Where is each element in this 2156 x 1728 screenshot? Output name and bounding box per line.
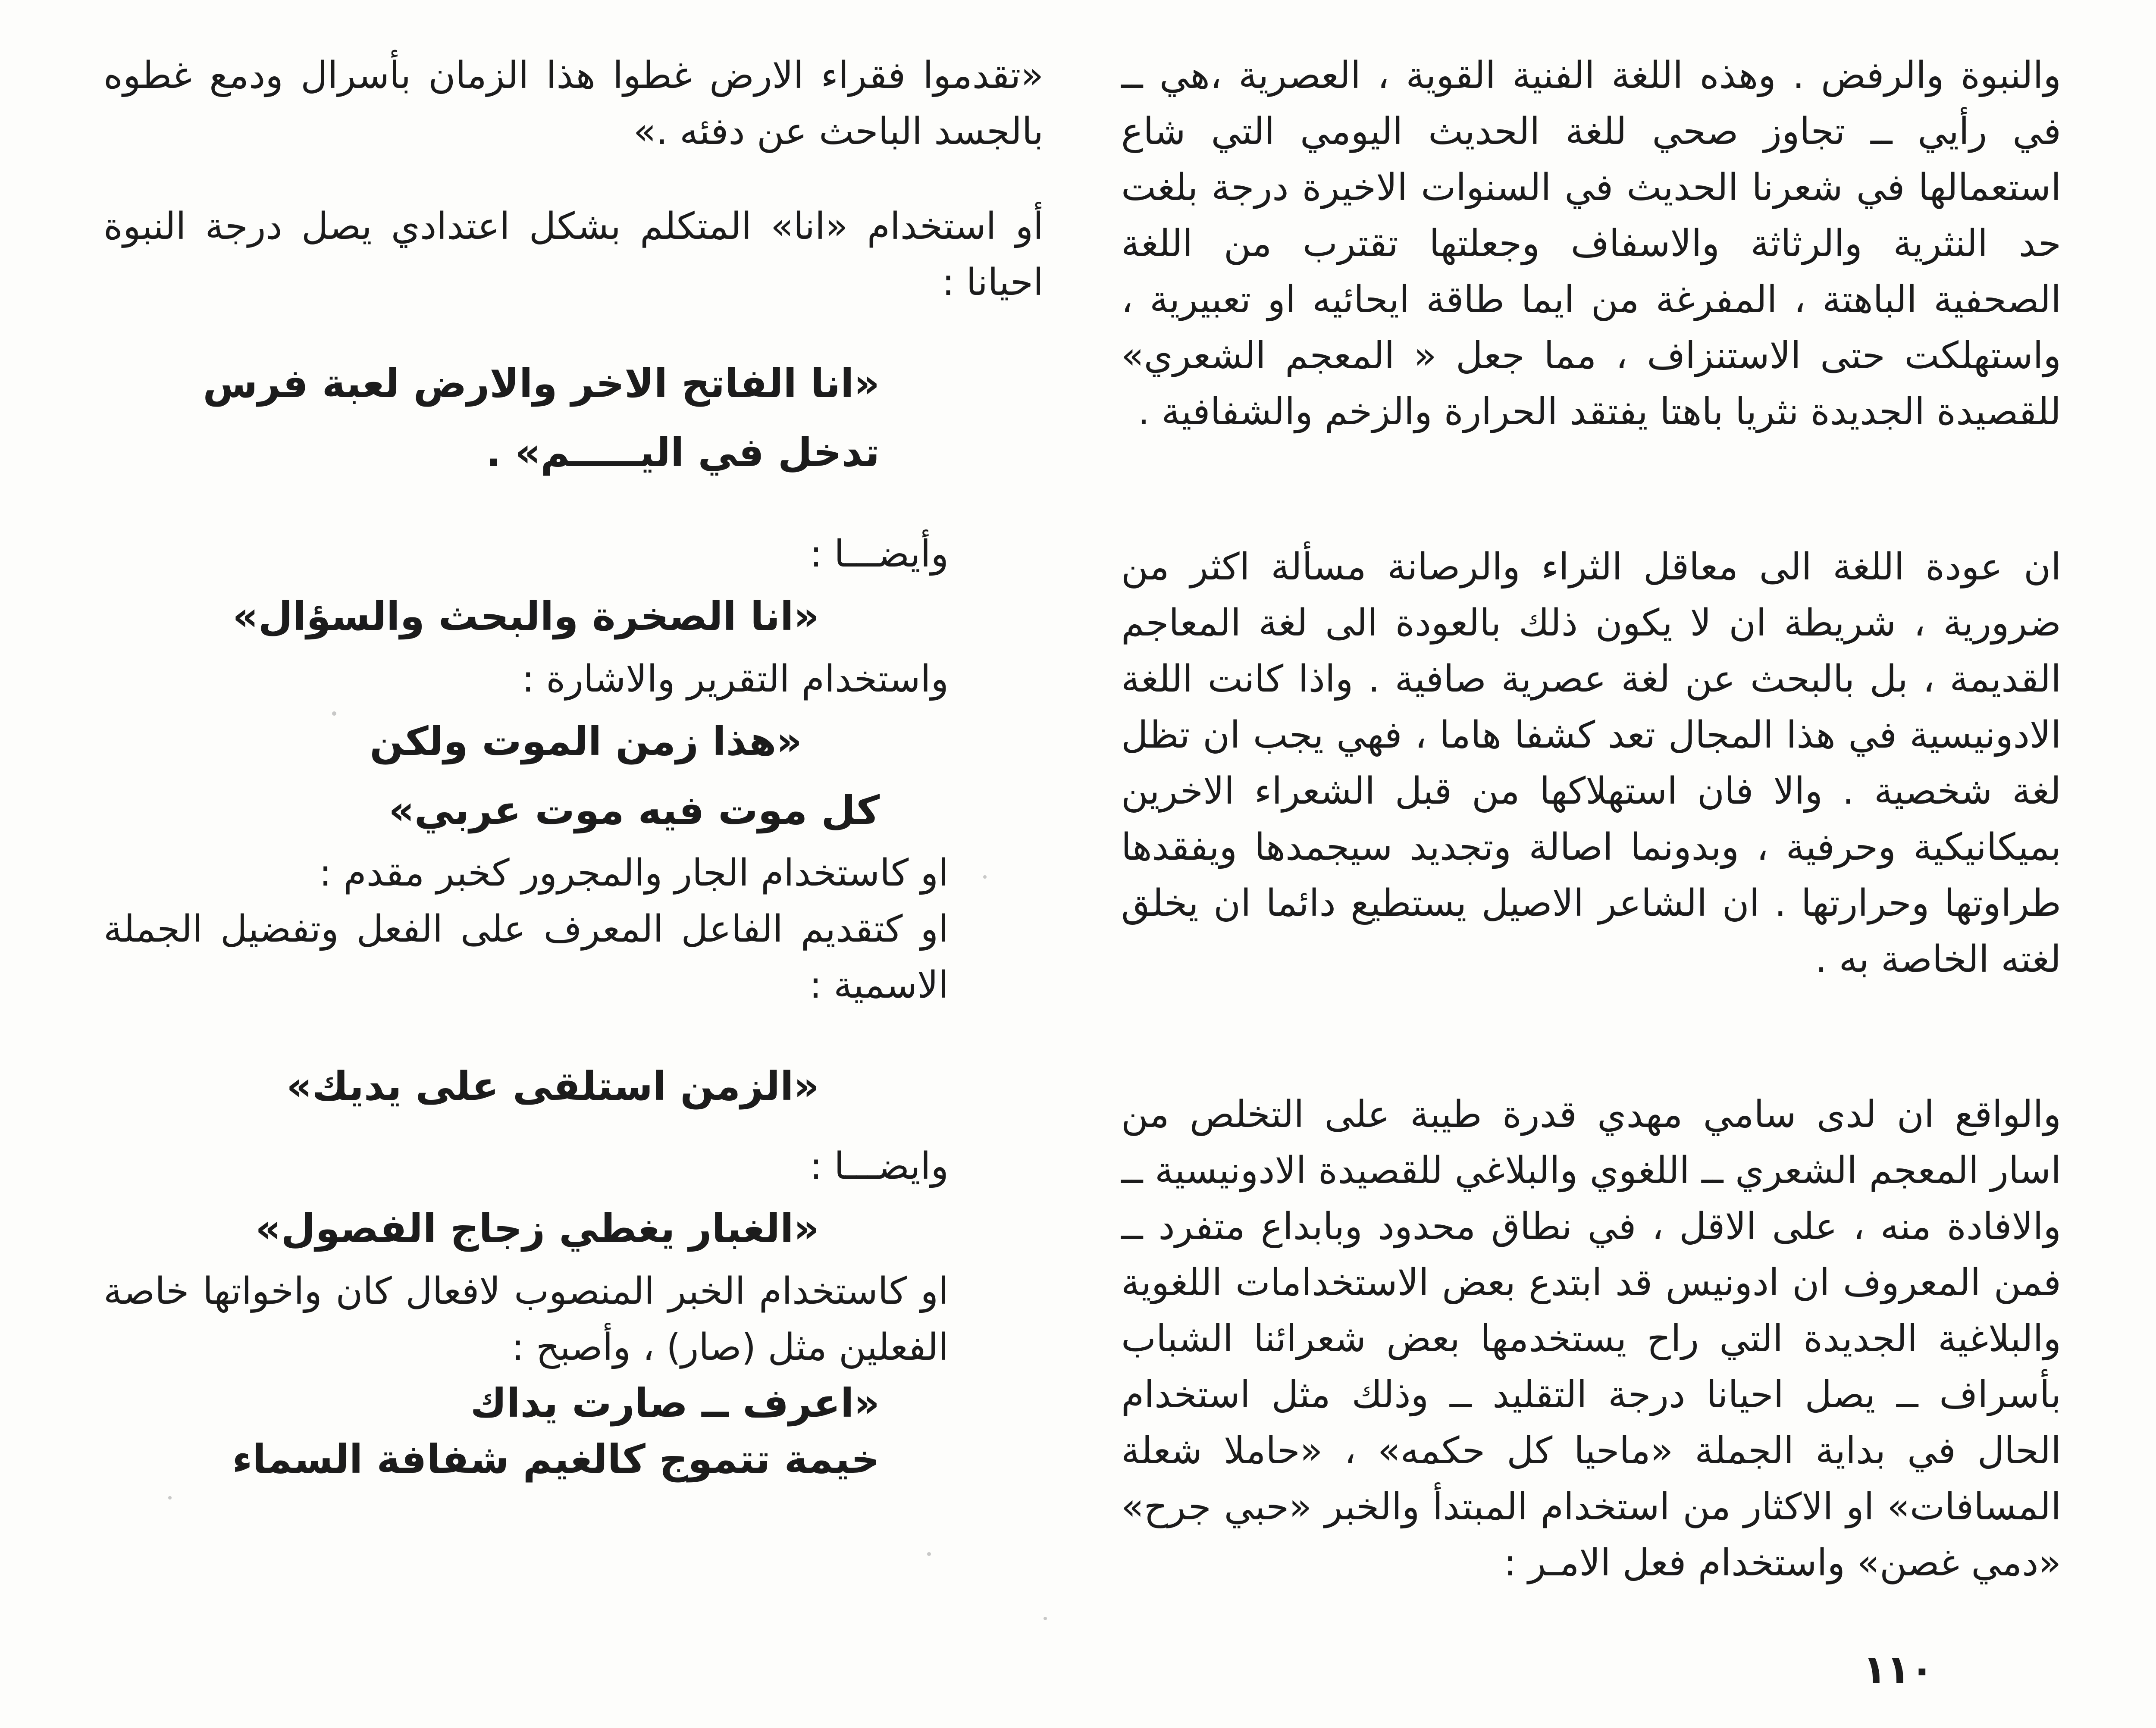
poem-quote-arif-line2: خيمة تتموج كالغيم شفافة السماء [232, 1436, 880, 1482]
paragraph-fael: او كتقديم الفاعل المعرف على الفعل وتفضيل الجملة الاسمية : [103, 908, 949, 1007]
poem-quote-zaman-yadayk: «الزمن استلقى على يديك» [286, 1063, 819, 1109]
paragraph-gap [1121, 987, 2061, 1086]
paragraph-gap [103, 1013, 1044, 1052]
quote-intro: «تقدموا فقراء الارض غطوا هذا الزمان بأسرال ودمع غطوه بالجسد الباحث عن دفئه .» [103, 54, 1044, 153]
paragraph-gap [103, 487, 1044, 526]
paragraph-return-of-language: ان عودة اللغة الى معاقل الثراء والرصانة مسألة اكثر من ضرورية ، شريطة ان لا يكون ذلك بالعودة الى لغة المعاجم القديمة ، بل بالبحث عن لغة عصرية صافية . واذا كانت اللغة الادونيسية في هذا المجال تعد كشفا هاما ، فهي يجب ان تظل لغة شخصية . والا فان استهلاكها من قبل الشعراء الاخرين بميكانيكية وحرفية ، وبدونما اصالة وتجديد سيجمدها ويفقدها طراوتها وحرارتها . ان الشاعر الاصيل يستطيع دائما ان يخلق لغته الخاصة به . [1121, 545, 2061, 981]
poem-quote-arif-line1: «اعرف ــ صارت يداك [470, 1380, 880, 1426]
scan-speck [168, 1496, 172, 1499]
paragraph-jar-majrur: او كاستخدام الجار والمجرور كخبر مقدم : [319, 851, 949, 895]
poem-quote-zaman-line1: «هذا زمن الموت ولكن [370, 718, 802, 764]
paragraph-khabar-mansub: او كاستخدام الخبر المنصوب لافعال كان واخواتها خاصة الفعلين مثل (صار) ، وأصبح : [103, 1270, 949, 1369]
page-number: ١١٠ [1863, 1647, 1934, 1692]
paragraph-ana-usage: أو استخدام «انا» المتكلم بشكل اعتدادي يصل درجة النبوة احيانا : [103, 205, 1044, 304]
paragraph-sami-mahdi: والواقع ان لدى سامي مهدي قدرة طيبة على التخلص من اسار المعجم الشعري ــ اللغوي والبلاغي للقصيدة الادونيسية ــ والافادة منه ، على الاقل ، في نطاق محدود وبابداع متفرد ــ فمن المعروف ان ادونيس قد ابتدع بعض الاستخدامات اللغوية والبلاغية الجديدة التي راح يستخدمها بعض شعرائنا الشباب بأسراف ــ يصل احيانا درجة التقليد ــ وذلك مثل استخدام الحال في بداية الجملة «ماحيا كل حكمه» ، «حاملا شعلة المسافات» او الاكثار من استخدام المبتدأ والخبر «حبي جرح» «دمي غصن» واستخدام فعل الامـر : [1121, 1093, 2061, 1584]
scan-speck [983, 875, 987, 879]
poem-quote-sakhra: «انا الصخرة والبحث والسؤال» [232, 593, 819, 639]
also-label: وأيضـــا : [809, 532, 949, 576]
paragraph-gap [103, 160, 1044, 198]
right-column [1121, 47, 2061, 1591]
paragraph-gap [103, 1121, 1044, 1138]
also-label: وايضـــا : [809, 1145, 949, 1188]
poem-quote-ghubar: «الغبار يغطي زجاج الفصول» [255, 1205, 819, 1252]
poem-quote-fatih: «انا الفاتح الاخر والارض لعبة فرس تدخل في اليـــــم» . [203, 360, 880, 476]
paragraph-gap [1121, 440, 2061, 539]
left-column [103, 47, 1044, 1487]
poem-quote-zaman-line2: كل موت فيه موت عربي» [389, 787, 880, 833]
scan-speck [1044, 1617, 1047, 1620]
scan-speck [927, 1552, 931, 1556]
paragraph-gap [103, 310, 1044, 349]
scan-speck [332, 711, 336, 716]
paragraph-taqrir: واستخدام التقرير والاشارة : [522, 657, 949, 701]
paragraph-language-critique: والنبوة والرفض . وهذه اللغة الفنية القوية ، العصرية ،هي ــ في رأيي ــ تجاوز صحي للغة الحديث اليومي التي شاع استعمالها في شعرنا الحديث في السنوات الاخيرة درجة بلغت حد النثرية والرثاثة والاسفاف وجعلتها تقترب من اللغة الصحفية الباهتة ، المفرغة من ايما طاقة ايحائيه او تعبيرية ، واستهلكت حتى الاستنزاف ، مما جعل « المعجم الشعري» للقصيدة الجديدة نثريا باهتا يفتقد الحرارة والزخم والشفافية . [1121, 54, 2061, 433]
